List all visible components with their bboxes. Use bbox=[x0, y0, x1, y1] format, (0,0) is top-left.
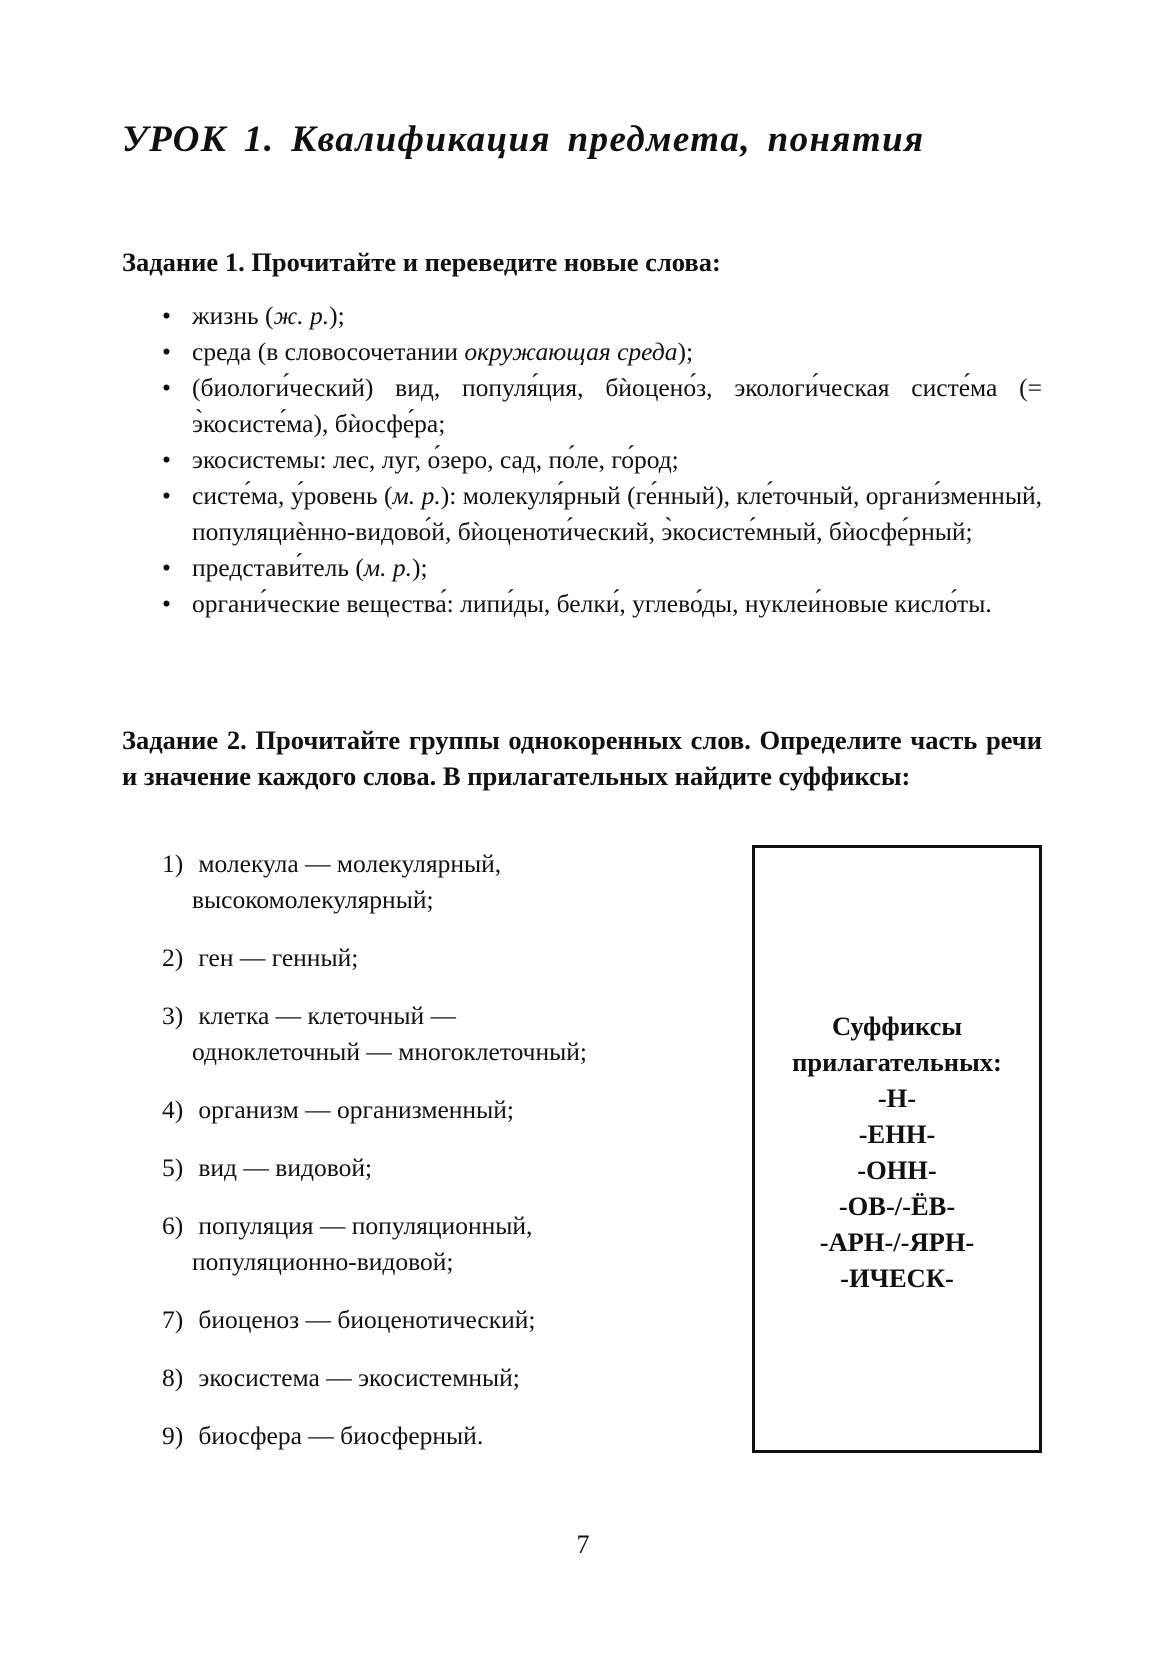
word-group: 7) биоценоз — биоценотический; bbox=[162, 1305, 536, 1334]
word-group: 4) организм — организменный; bbox=[162, 1095, 514, 1124]
bullet-icon: • bbox=[162, 445, 171, 474]
task2-heading: Задание 2. Прочитайте группы однокоренных слов. Определите часть речи и значение каждого слова. В прилагательных найдите суффиксы: bbox=[122, 725, 1042, 791]
bullet-icon: • bbox=[162, 301, 171, 330]
word-group: 5) вид — видовой; bbox=[162, 1153, 373, 1182]
task1-heading: Задание 1. Прочитайте и переведите новые слова: bbox=[122, 247, 721, 277]
bullet-icon: • bbox=[162, 481, 171, 510]
suffix-box-subtitle: прилагательных: bbox=[792, 1047, 1002, 1077]
bullet-icon: • bbox=[162, 373, 171, 402]
word-group: 2) ген — генный; bbox=[162, 943, 359, 972]
vocabulary-list bbox=[160, 298, 1042, 622]
suffix-item: -ОВ-/-ЁВ- bbox=[838, 1191, 956, 1221]
word-groups-list bbox=[162, 846, 722, 1476]
suffix-box bbox=[752, 845, 1042, 1453]
vocabulary-item: • жизнь (ж. р.); bbox=[160, 298, 1042, 334]
vocabulary-item: • (биологи́ческий) вид, популя́ция, бѝоцено́з, экологи́ческая систе́ма (= э̀косисте́ма), бѝосфе́ра; bbox=[160, 370, 1042, 442]
bullet-icon: • bbox=[162, 337, 171, 366]
suffix-item: -ОНН- bbox=[857, 1155, 937, 1185]
suffix-item: -Н- bbox=[877, 1083, 917, 1113]
word-group: 9) биосфера — биосферный. bbox=[162, 1421, 484, 1450]
word-group: 3) клетка — клеточный — одноклеточный — многоклеточный; bbox=[162, 1001, 587, 1066]
vocabulary-item: • экосистемы: лес, луг, о́зеро, сад, по́ле, го́род; bbox=[160, 442, 1042, 478]
suffix-box-content bbox=[755, 1008, 1039, 1296]
bullet-icon: • bbox=[162, 553, 171, 582]
page-number: 7 bbox=[576, 1530, 590, 1559]
suffix-item: -ИЧЕСК- bbox=[840, 1263, 954, 1293]
bullet-icon: • bbox=[162, 589, 171, 618]
lesson-title: УРОК 1. Квалификация предмета, понятия bbox=[122, 119, 925, 160]
suffix-box-title: Суффиксы bbox=[831, 1011, 963, 1041]
word-group: 6) популяция — популяционный, популяционно-видовой; bbox=[162, 1211, 533, 1276]
vocabulary-item: • систе́ма, у́ровень (м. р.): молекуля́рный (ге́нный), кле́точный, органи́зменный, популяциѐнно-видово́й, бѝоценоти́ческий, э̀косисте́мный, бѝосфе́рный; bbox=[160, 478, 1042, 550]
word-group: 8) экосистема — экосистемный; bbox=[162, 1363, 520, 1392]
word-group: 1) молекула — молекулярный, высокомолекулярный; bbox=[162, 849, 502, 914]
suffix-item: -АРН-/-ЯРН- bbox=[819, 1227, 975, 1257]
vocabulary-item: • среда (в словосочетании окружающая среда); bbox=[160, 334, 1042, 370]
vocabulary-item: • представи́тель (м. р.); bbox=[160, 550, 1042, 586]
vocabulary-item: • органи́ческие вещества́: липи́ды, белки́, углево́ды, нуклеи́новые кисло́ты. bbox=[160, 586, 1042, 622]
suffix-item: -ЕНН- bbox=[858, 1119, 936, 1149]
